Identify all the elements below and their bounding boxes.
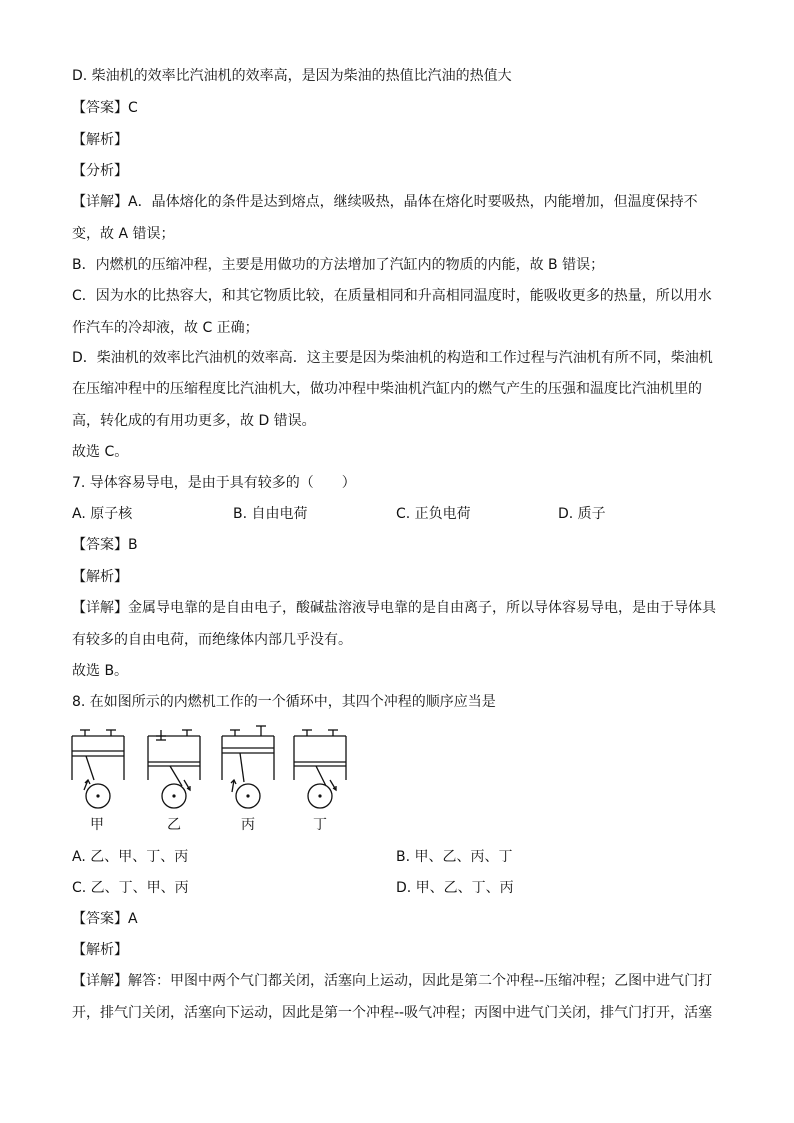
q7-stem: 7. 导体容易导电，是由于具有较多的（ ）	[72, 475, 356, 491]
q6-detail-d-1: D．柴油机的效率比汽油机的效率高．这主要是因为柴油机的构造和工作过程与汽油机有所不同，柴油机	[72, 350, 713, 366]
figure-label-bing: 丙	[241, 817, 255, 833]
q8-option-c: C. 乙、丁、甲、丙	[72, 880, 189, 896]
q7-analysis-label: 【解析】	[72, 569, 128, 585]
q8-stem: 8. 在如图所示的内燃机工作的一个循环中，其四个冲程的顺序应当是	[72, 694, 496, 710]
detail-text: 金属导电靠的是自由电子，酸碱盐溶液导电靠的是自由离子，所以导体容易导电，是由于导体具	[128, 600, 716, 616]
q7-detail-2: 有较多的自由电荷，而绝缘体内部几乎没有。	[72, 632, 352, 648]
detail-text: 解答：甲图中两个气门都关闭，活塞向上运动，因此是第二个冲程--压缩冲程；乙图中进气门打	[128, 973, 713, 989]
q8-option-d: D. 甲、乙、丁、丙	[396, 880, 514, 896]
q8-detail-1	[72, 971, 712, 991]
answer-label: 【答案】	[72, 100, 128, 116]
q6-detail-d-2: 在压缩冲程中的压缩程度比汽油机大，做功冲程中柴油机汽缸内的燃气产生的压强和温度比汽油机里的	[72, 381, 702, 397]
q7-option-c: C. 正负电荷	[396, 506, 471, 522]
q7-detail-1	[72, 598, 716, 618]
q6-detail-c-2: 作汽车的冷却液，故 C 正确；	[72, 320, 259, 336]
q8-option-a: A. 乙、甲、丁、丙	[72, 849, 189, 865]
q6-option-d: D. 柴油机的效率比汽油机的效率高，是因为柴油的热值比汽油的热值大	[72, 68, 512, 84]
engine-strokes-figure	[68, 722, 368, 834]
q6-fenxi-label: 【分析】	[72, 163, 128, 179]
q6-detail-c-1: C．因为水的比热容大，和其它物质比较，在质量相同和升高相同温度时，能吸收更多的热量，所以用水	[72, 288, 712, 304]
detail-label: 【详解】	[72, 973, 128, 989]
answer-value: C	[128, 100, 138, 116]
q6-detail-b: B．内燃机的压缩冲程，主要是用做功的方法增加了汽缸内的物质的内能，故 B 错误；	[72, 257, 605, 273]
q6-detail-d-3: 高，转化成的有用功更多，故 D 错误。	[72, 413, 316, 429]
q6-detail-a-2: 变，故 A 错误；	[72, 226, 175, 242]
q8-answer	[72, 909, 138, 929]
answer-label: 【答案】	[72, 911, 128, 927]
figure-label-jia: 甲	[90, 817, 104, 833]
detail-label: 【详解】	[72, 194, 128, 210]
q6-analysis-label: 【解析】	[72, 132, 128, 148]
q8-option-b: B. 甲、乙、丙、丁	[396, 849, 513, 865]
answer-label: 【答案】	[72, 537, 128, 553]
q6-conclusion: 故选 C。	[72, 444, 129, 460]
figure-label-yi: 乙	[167, 817, 181, 833]
q7-option-b: B. 自由电荷	[233, 506, 308, 522]
q7-option-d: D. 质子	[558, 506, 606, 522]
detail-label: 【详解】	[72, 600, 128, 616]
q6-detail-a-1	[72, 192, 698, 212]
answer-value: B	[128, 537, 138, 553]
q8-detail-2: 开，排气门关闭，活塞向下运动，因此是第一个冲程--吸气冲程；丙图中进气门关闭，排气门打开，活塞	[72, 1005, 713, 1021]
answer-value: A	[128, 911, 138, 927]
q7-conclusion: 故选 B。	[72, 663, 129, 679]
figure-label-ding: 丁	[313, 817, 327, 833]
q7-option-a: A. 原子核	[72, 506, 133, 522]
q6-answer	[72, 98, 138, 118]
detail-text: A．晶体熔化的条件是达到熔点，继续吸热，晶体在熔化时要吸热，内能增加，但温度保持不	[128, 194, 698, 210]
q7-answer	[72, 535, 138, 555]
q8-analysis-label: 【解析】	[72, 942, 128, 958]
